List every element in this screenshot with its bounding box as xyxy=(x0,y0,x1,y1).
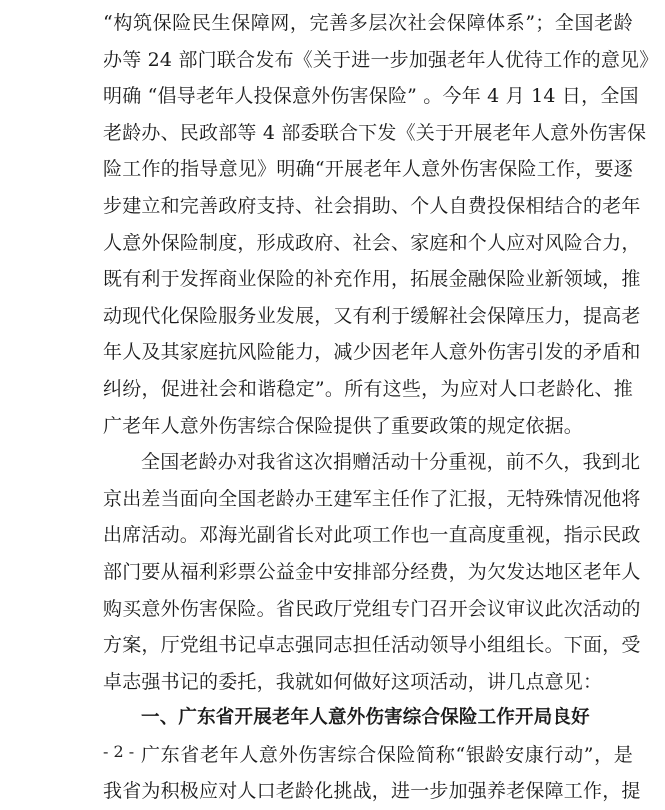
text-line: 广老年人意外伤害综合保险提供了重要政策的规定依据。 xyxy=(103,414,584,437)
paragraph-start-line: 全国老龄办对我省这次捐赠活动十分重视，前不久，我到北 xyxy=(141,451,641,474)
text-line: 年人及其家庭抗风险能力，减少因老年人意外伤害引发的矛盾和 xyxy=(103,341,641,364)
paragraph-start-line: 广东省老年人意外伤害综合保险简称“银龄安康行动”，是 xyxy=(141,743,633,766)
text-line: 购买意外伤害保险。省民政厅党组专门召开会议审议此次活动的 xyxy=(103,597,641,620)
text-line: 人意外保险制度，形成政府、社会、家庭和个人应对风险合力， xyxy=(103,231,641,254)
text-line: 卓志强书记的委托，我就如何做好这项活动，讲几点意见： xyxy=(103,670,603,693)
text-line: 纠纷，促进社会和谐稳定”。所有这些，为应对人口老龄化、推 xyxy=(103,377,633,400)
text-line: “构筑保险民生保障网，完善多层次社会保障体系”；全国老龄 xyxy=(103,12,633,34)
text-line: 险工作的指导意见》明确“开展老年人意外伤害保险工作，要逐 xyxy=(103,158,633,181)
text-line: 既有利于发挥商业保险的补充作用，拓展金融保险业新领域，推 xyxy=(103,268,641,291)
text-line: 动现代化保险服务业发展，又有利于缓解社会保障压力，提高老 xyxy=(103,304,641,327)
text-line: 老龄办、民政部等 4 部委联合下发《关于开展老年人意外伤害保 xyxy=(103,121,647,144)
text-line: 部门要从福利彩票公益金中安排部分经费，为欠发达地区老年人 xyxy=(103,560,641,583)
text-line: 京出差当面向全国老龄办王建军主任作了汇报，无特殊情况他将 xyxy=(103,487,641,510)
text-line: 出席活动。邓海光副省长对此项工作也一直高度重视，指示民政 xyxy=(103,524,641,547)
page-number: - 2 - xyxy=(103,742,135,761)
text-line: 步建立和完善政府支持、社会捐助、个人自费投保相结合的老年 xyxy=(103,194,641,217)
text-line: 方案，厅党组书记卓志强同志担任活动领导小组组长。下面，受 xyxy=(103,634,641,657)
text-line: 我省为积极应对人口老龄化挑战，进一步加强养老保障工作，提 xyxy=(103,780,641,803)
document-body xyxy=(103,5,659,810)
section-heading: 一、广东省开展老年人意外伤害综合保险工作开局良好 xyxy=(141,707,590,729)
text-line: 办等 24 部门联合发布《关于进一步加强老年人优待工作的意见》 xyxy=(103,48,659,71)
text-line: 明确 “倡导老年人投保意外伤害保险” 。今年 4 月 14 日，全国 xyxy=(103,85,639,108)
